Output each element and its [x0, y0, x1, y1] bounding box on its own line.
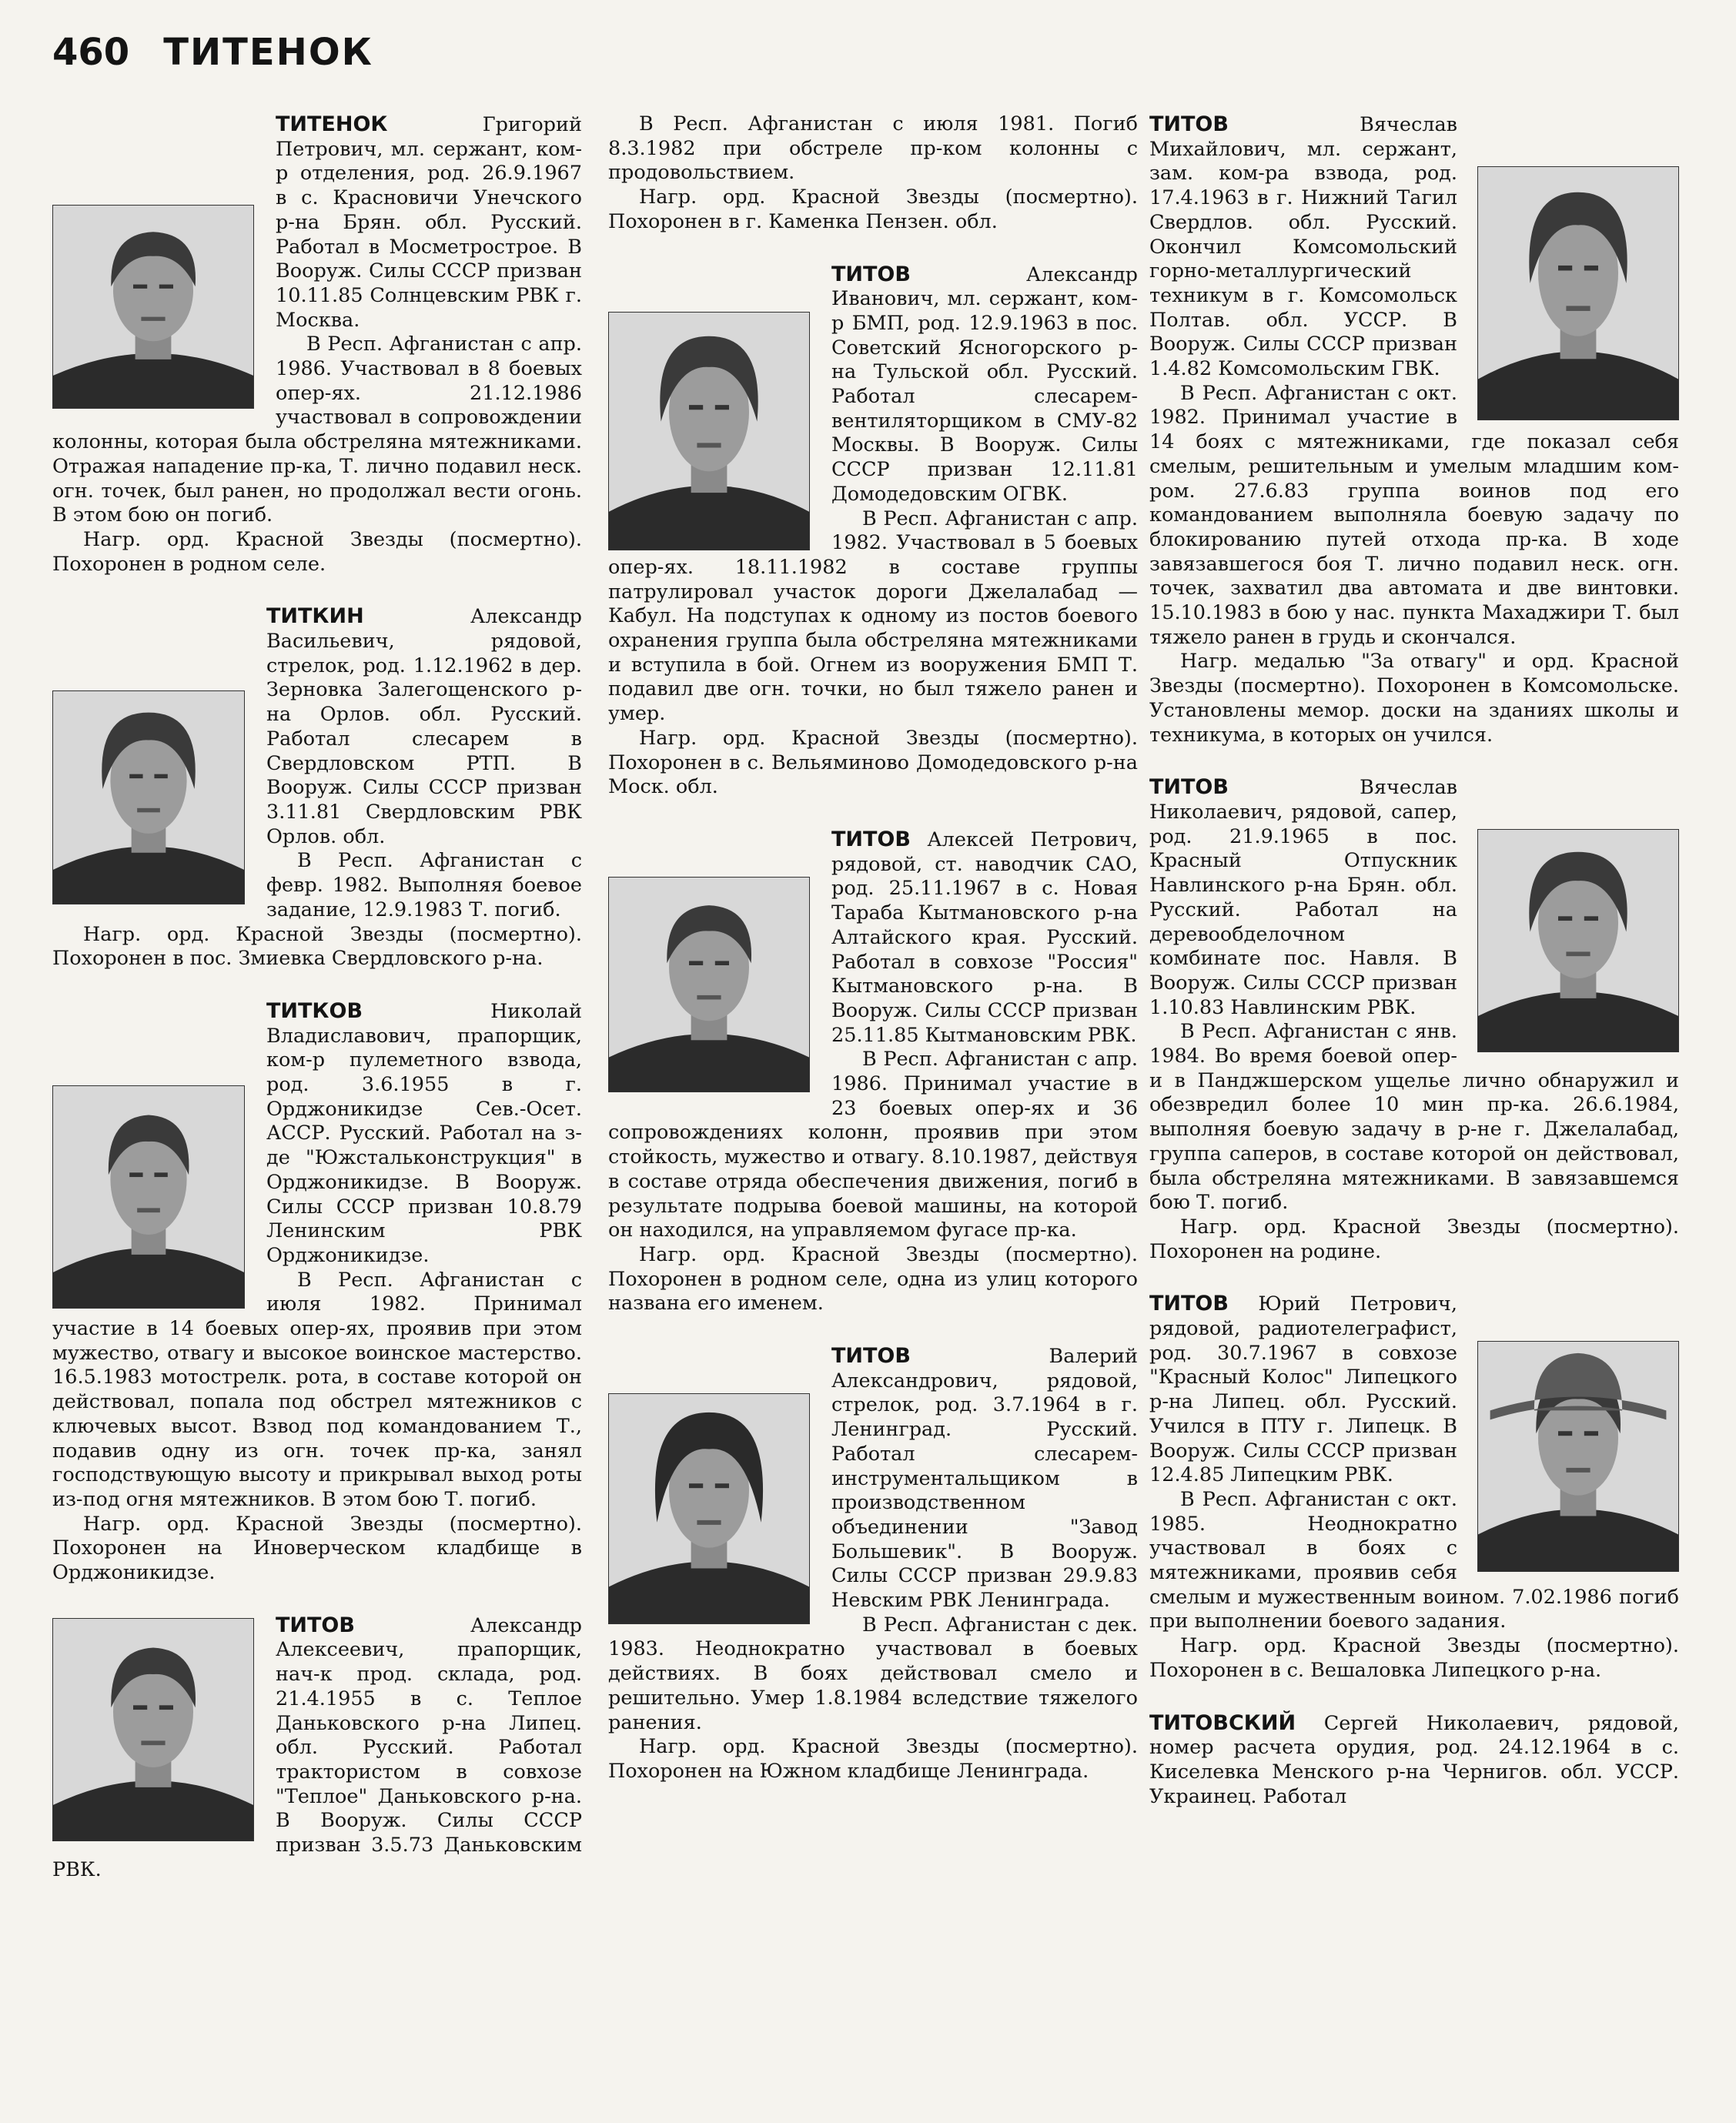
entry-paragraph: Нагр. орд. Красной Звезды (посмертно). Похоронен в с. Вельяминово Домодедовского р-на Моск. обл. — [608, 726, 1138, 799]
column-1 — [52, 112, 582, 1911]
entry-bio: Вячеслав Михайлович, мл. сержант, зам. ком-ра взвода, род. 17.4.1963 в г. Нижний Тагил Свердлов. обл. Русский. Окончил Комсомольский горно-металлургический техникум в г. Комсомольск Полтав. обл. УССР. В Вооруж. Силы СССР призван 1.4.82 Комсомольским ГВК. — [1149, 113, 1457, 381]
entry-surname: ТИТОВ — [831, 827, 911, 851]
entry-bio: Александр Алексеевич, прапорщик, нач-к прод. склада, род. 21.4.1955 в с. Теплое Даньковского р-на Липец. обл. Русский. Работал трактористом в совхозе "Теплое" Даньковского р-на. В Вооруж. Силы СССР призван 3.5.73 Даньковским РВК. — [52, 1613, 582, 1881]
entry-paragraph: В Респ. Афганистан с дек. 1983. Неоднократно участвовал в боевых действиях. В боях действовал смело и решительно. Умер 1.8.1984 вследствие тяжелого ранения. — [608, 1613, 1138, 1734]
entry-bio: Вячеслав Николаевич, рядовой, сапер, род. 21.9.1965 в пос. Красный Отпускник Навлинского р-на Брян. обл. Русский. Работал на деревообделочном комбинате пос. Навля. В Вооруж. Силы СССР призван 1.10.83 Навлинским РВК. — [1149, 776, 1457, 1019]
entry-lead — [52, 999, 582, 1269]
entry-titov-aleksandr-ivanovich — [608, 262, 1138, 800]
entry-bio: Николай Владиславович, прапорщик, ком-р пулеметного взвода, род. 3.6.1955 в г. Орджоникидзе Сев.-Осет. АССР. Русский. Работал на з-де "Южстальконструкция" в Орджоникидзе. В Вооруж. Силы СССР призван 10.8.79 Ленинским РВК Орджоникидзе. — [266, 999, 582, 1267]
running-head: ТИТЕНОК — [163, 31, 373, 74]
entry-surname: ТИТОВ — [1149, 112, 1229, 136]
entry-surname: ТИТЕНОК — [276, 112, 388, 136]
column-3 — [1149, 112, 1679, 1837]
portrait-photo — [1477, 166, 1679, 420]
portrait-photo — [608, 877, 810, 1092]
portrait-photo — [1477, 1341, 1679, 1572]
entry-paragraph: В Респ. Афганистан с янв. 1984. Во время боевой опер-и в Панджшерском ущелье лично обнаружил и обезвредил более 10 мин пр-ка. 26.6.1984, выполняя боевую задачу в р-не г. Джелалабад, группа саперов, в составе которой он действовал, была обстреляна мятежниками. В завязавшемся бою Т. погиб. — [1149, 1020, 1679, 1215]
entry-paragraph: Нагр. орд. Красной Звезды (посмертно). Похоронен на Иноверческом кладбище в Орджоникидзе. — [52, 1512, 582, 1585]
entry-lead — [52, 112, 582, 333]
entry-surname: ТИТОВ — [1149, 1292, 1229, 1316]
entry-titovskiy — [1149, 1711, 1679, 1810]
portrait-photo — [1477, 829, 1679, 1052]
portrait-photo — [52, 1618, 254, 1841]
entry-titenok — [52, 112, 582, 577]
entry-paragraph: В Респ. Афганистан с окт. 1982. Принимал участие в 14 боях с мятежниками, где показал себя смелым, решительным и умелым младшим ком-ром. 27.6.83 группа воинов под его командованием выполняла боевую задачу по блокированию путей отхода пр-ка. В ходе завязавшегося боя Т. лично подавил неск. огн. точек, захватил два автомата и две винтовки. 15.10.1983 в бою у нас. пункта Махаджири Т. был тяжело ранен в грудь и скончался. — [1149, 381, 1679, 649]
entry-paragraph: Нагр. орд. Красной Звезды (посмертно). Похоронен в пос. Змиевка Свердловского р-на. — [52, 922, 582, 971]
entry-surname: ТИТОВ — [831, 1344, 911, 1369]
entry-paragraph: Нагр. орд. Красной Звезды (посмертно). Похоронен на родине. — [1149, 1215, 1679, 1263]
entry-paragraph: В Респ. Афганистан с июля 1981. Погиб 8.3.1982 при обстреле пр-ком колонны с продовольствием. — [608, 112, 1138, 185]
entry-surname: ТИТОВ — [276, 1613, 355, 1637]
entry-titov-aleksandr-alekseevich-cont — [608, 112, 1138, 235]
entry-paragraph: В Респ. Афганистан с окт. 1985. Неоднократно участвовал в боях с мятежниками, проявив себя смелым и мужественным воином. 7.02.1986 погиб при выполнении боевого задания. — [1149, 1487, 1679, 1633]
entry-titkov — [52, 999, 582, 1586]
entry-bio: Алексей Петрович, рядовой, ст. наводчик САО, род. 25.11.1967 в с. Новая Тараба Кытмановского р-на Алтайского края. Русский. Работал в совхозе "Россия" Кытмановского р-на. В Вооруж. Силы СССР призван 25.11.85 Кытмановским РВК. — [831, 827, 1138, 1047]
entry-bio: Александр Васильевич, рядовой, стрелок, род. 1.12.1962 в дер. Зерновка Залегощенского р-на Орлов. обл. Русский. Работал слесарем в Свердловском РТП. В Вооруж. Силы СССР призван 3.11.81 Свердловским РВК Орлов. обл. — [266, 605, 582, 848]
entry-titov-vyacheslav-mikhaylovich — [1149, 112, 1679, 747]
entry-paragraph: Нагр. медалью "За отвагу" и орд. Красной Звезды (посмертно). Похоронен в Комсомольске. Установлены мемор. доски на зданиях школы и техникума, в которых он учился. — [1149, 650, 1679, 747]
entry-lead — [608, 262, 1138, 507]
portrait-photo — [52, 1085, 245, 1309]
entry-titov-valeriy — [608, 1344, 1138, 1784]
entry-paragraph: В Респ. Афганистан с июля 1982. Принимал участие в 14 боевых опер-ях, проявив при этом мужество, отвагу и высокое воинское мастерство. 16.5.1983 мотострелк. рота, в составе которой он действовал, попала под обстрел мятежников с ключевых высот. Взвод под командованием Т., подавив одну из огн. точек пр-ка, занял господствующую высоту и прикрывал выход роты из-под огня мятежников. В этом бою Т. погиб. — [52, 1268, 582, 1511]
portrait-photo — [608, 1393, 810, 1624]
entry-bio: Юрий Петрович, рядовой, радиотелеграфист, род. 30.7.1967 в совхозе "Красный Колос" Липецкого р-на Липец. обл. Русский. Учился в ПТУ г. Липецк. В Вооруж. Силы СССР призван 12.4.85 Липецким РВК. — [1149, 1292, 1457, 1487]
entry-paragraph: Нагр. орд. Красной Звезды (посмертно). Похоронен в родном селе. — [52, 527, 582, 576]
entry-lead — [1149, 1711, 1679, 1810]
entry-lead — [52, 604, 582, 849]
portrait-photo — [52, 690, 245, 904]
entry-surname: ТИТКИН — [266, 604, 364, 629]
entry-lead — [1149, 1292, 1679, 1488]
entry-paragraph: Нагр. орд. Красной Звезды (посмертно). Похоронен в г. Каменка Пензен. обл. — [608, 186, 1138, 233]
entry-titov-vyacheslav-nikolaevich — [1149, 775, 1679, 1264]
entry-surname: ТИТКОВ — [266, 998, 363, 1023]
entry-bio: Александр Иванович, мл. сержант, ком-р БМП, род. 12.9.1963 в пос. Советский Ясногорского р-на Тульской обл. Русский. Работал слесарем-вентиляторщиком в СМУ-82 Москвы. В Вооруж. Силы СССР призван 12.11.81 Домодедовским ОГВК. — [831, 262, 1138, 506]
entry-surname: ТИТОВ — [1149, 775, 1229, 800]
entry-bio: Валерий Александрович, рядовой, стрелок, род. 3.7.1964 в г. Ленинград. Русский. Работал слесарем-инструментальщиком в производственном объединении "Завод Большевик". В Вооруж. Силы СССР призван 29.9.83 Невским РВК Ленинграда. — [831, 1345, 1138, 1613]
entry-paragraph: В Респ. Афганистан с апр. 1986. Участвовал в 8 боевых опер-ях. 21.12.1986 участвовал в сопровождении колонны, которая была обстреляна мятежниками. Отражая нападение пр-ка, Т. лично подавил неск. огн. точек, был ранен, но продолжал вести огонь. В этом бою он погиб. — [52, 333, 582, 527]
entry-titov-yuriy — [1149, 1292, 1679, 1683]
portrait-photo — [608, 312, 810, 550]
entry-paragraph: Нагр. орд. Красной Звезды (посмертно). Похоронен на Южном кладбище Ленинграда. — [608, 1735, 1138, 1783]
entry-paragraph: В Респ. Афганистан с апр. 1982. Участвовал в 5 боевых опер-ях. 18.11.1982 в составе группы патрулировал участок дороги Джелалабад — Кабул. На подступах к одному из постов боевого охранения группа была обстреляна мятежниками и вступила в бой. Огнем из вооружения БМП Т. подавил две огн. точки, но был тяжело ранен и умер. — [608, 507, 1138, 726]
entry-surname: ТИТОВ — [831, 262, 911, 286]
entry-titov-aleksey — [608, 827, 1138, 1316]
page-header — [52, 31, 373, 86]
entry-lead — [1149, 775, 1679, 1020]
entry-paragraph: Нагр. орд. Красной Звезды (посмертно). Похоронен в с. Вешаловка Липецкого р-на. — [1149, 1634, 1679, 1682]
entry-lead — [1149, 112, 1679, 382]
entry-titkin — [52, 604, 582, 971]
column-2 — [608, 112, 1138, 1812]
entry-paragraph: В Респ. Афганистан с апр. 1986. Принимал участие в 23 боевых опер-ях и 36 сопровождениях колонн, проявив при этом стойкость, мужество и отвагу. 8.10.1987, действуя в составе отряда обеспечения движения, погиб в результате подрыва боевой машины, на которой он находился, на управляемом фугасе пр-ка. — [608, 1048, 1138, 1242]
entry-paragraph: Нагр. орд. Красной Звезды (посмертно). Похоронен в родном селе, одна из улиц которого названа его именем. — [608, 1242, 1138, 1316]
entry-lead — [608, 1344, 1138, 1613]
entry-paragraph: В Респ. Афганистан с февр. 1982. Выполняя боевое задание, 12.9.1983 Т. погиб. — [266, 849, 582, 921]
entry-bio: Сергей Николаевич, рядовой, номер расчета орудия, род. 24.12.1964 в с. Киселевка Менского р-на Чернигов. обл. УССР. Украинец. Работал — [1149, 1711, 1679, 1808]
entry-surname: ТИТОВСКИЙ — [1149, 1710, 1296, 1735]
page-number: 460 — [52, 31, 130, 74]
entry-bio: Григорий Петрович, мл. сержант, ком-р отделения, род. 26.9.1967 в с. Красновичи Унечского р-на Брян. обл. Русский. Работал в Мосметрострое. В Вооруж. Силы СССР призван 10.11.85 Солнцевским РВК г. Москва. — [276, 113, 582, 332]
entry-lead — [608, 827, 1138, 1048]
entry-lead — [52, 1613, 582, 1883]
entry-titov-aleksandr-alekseevich — [52, 1613, 582, 1883]
portrait-photo — [52, 205, 254, 409]
